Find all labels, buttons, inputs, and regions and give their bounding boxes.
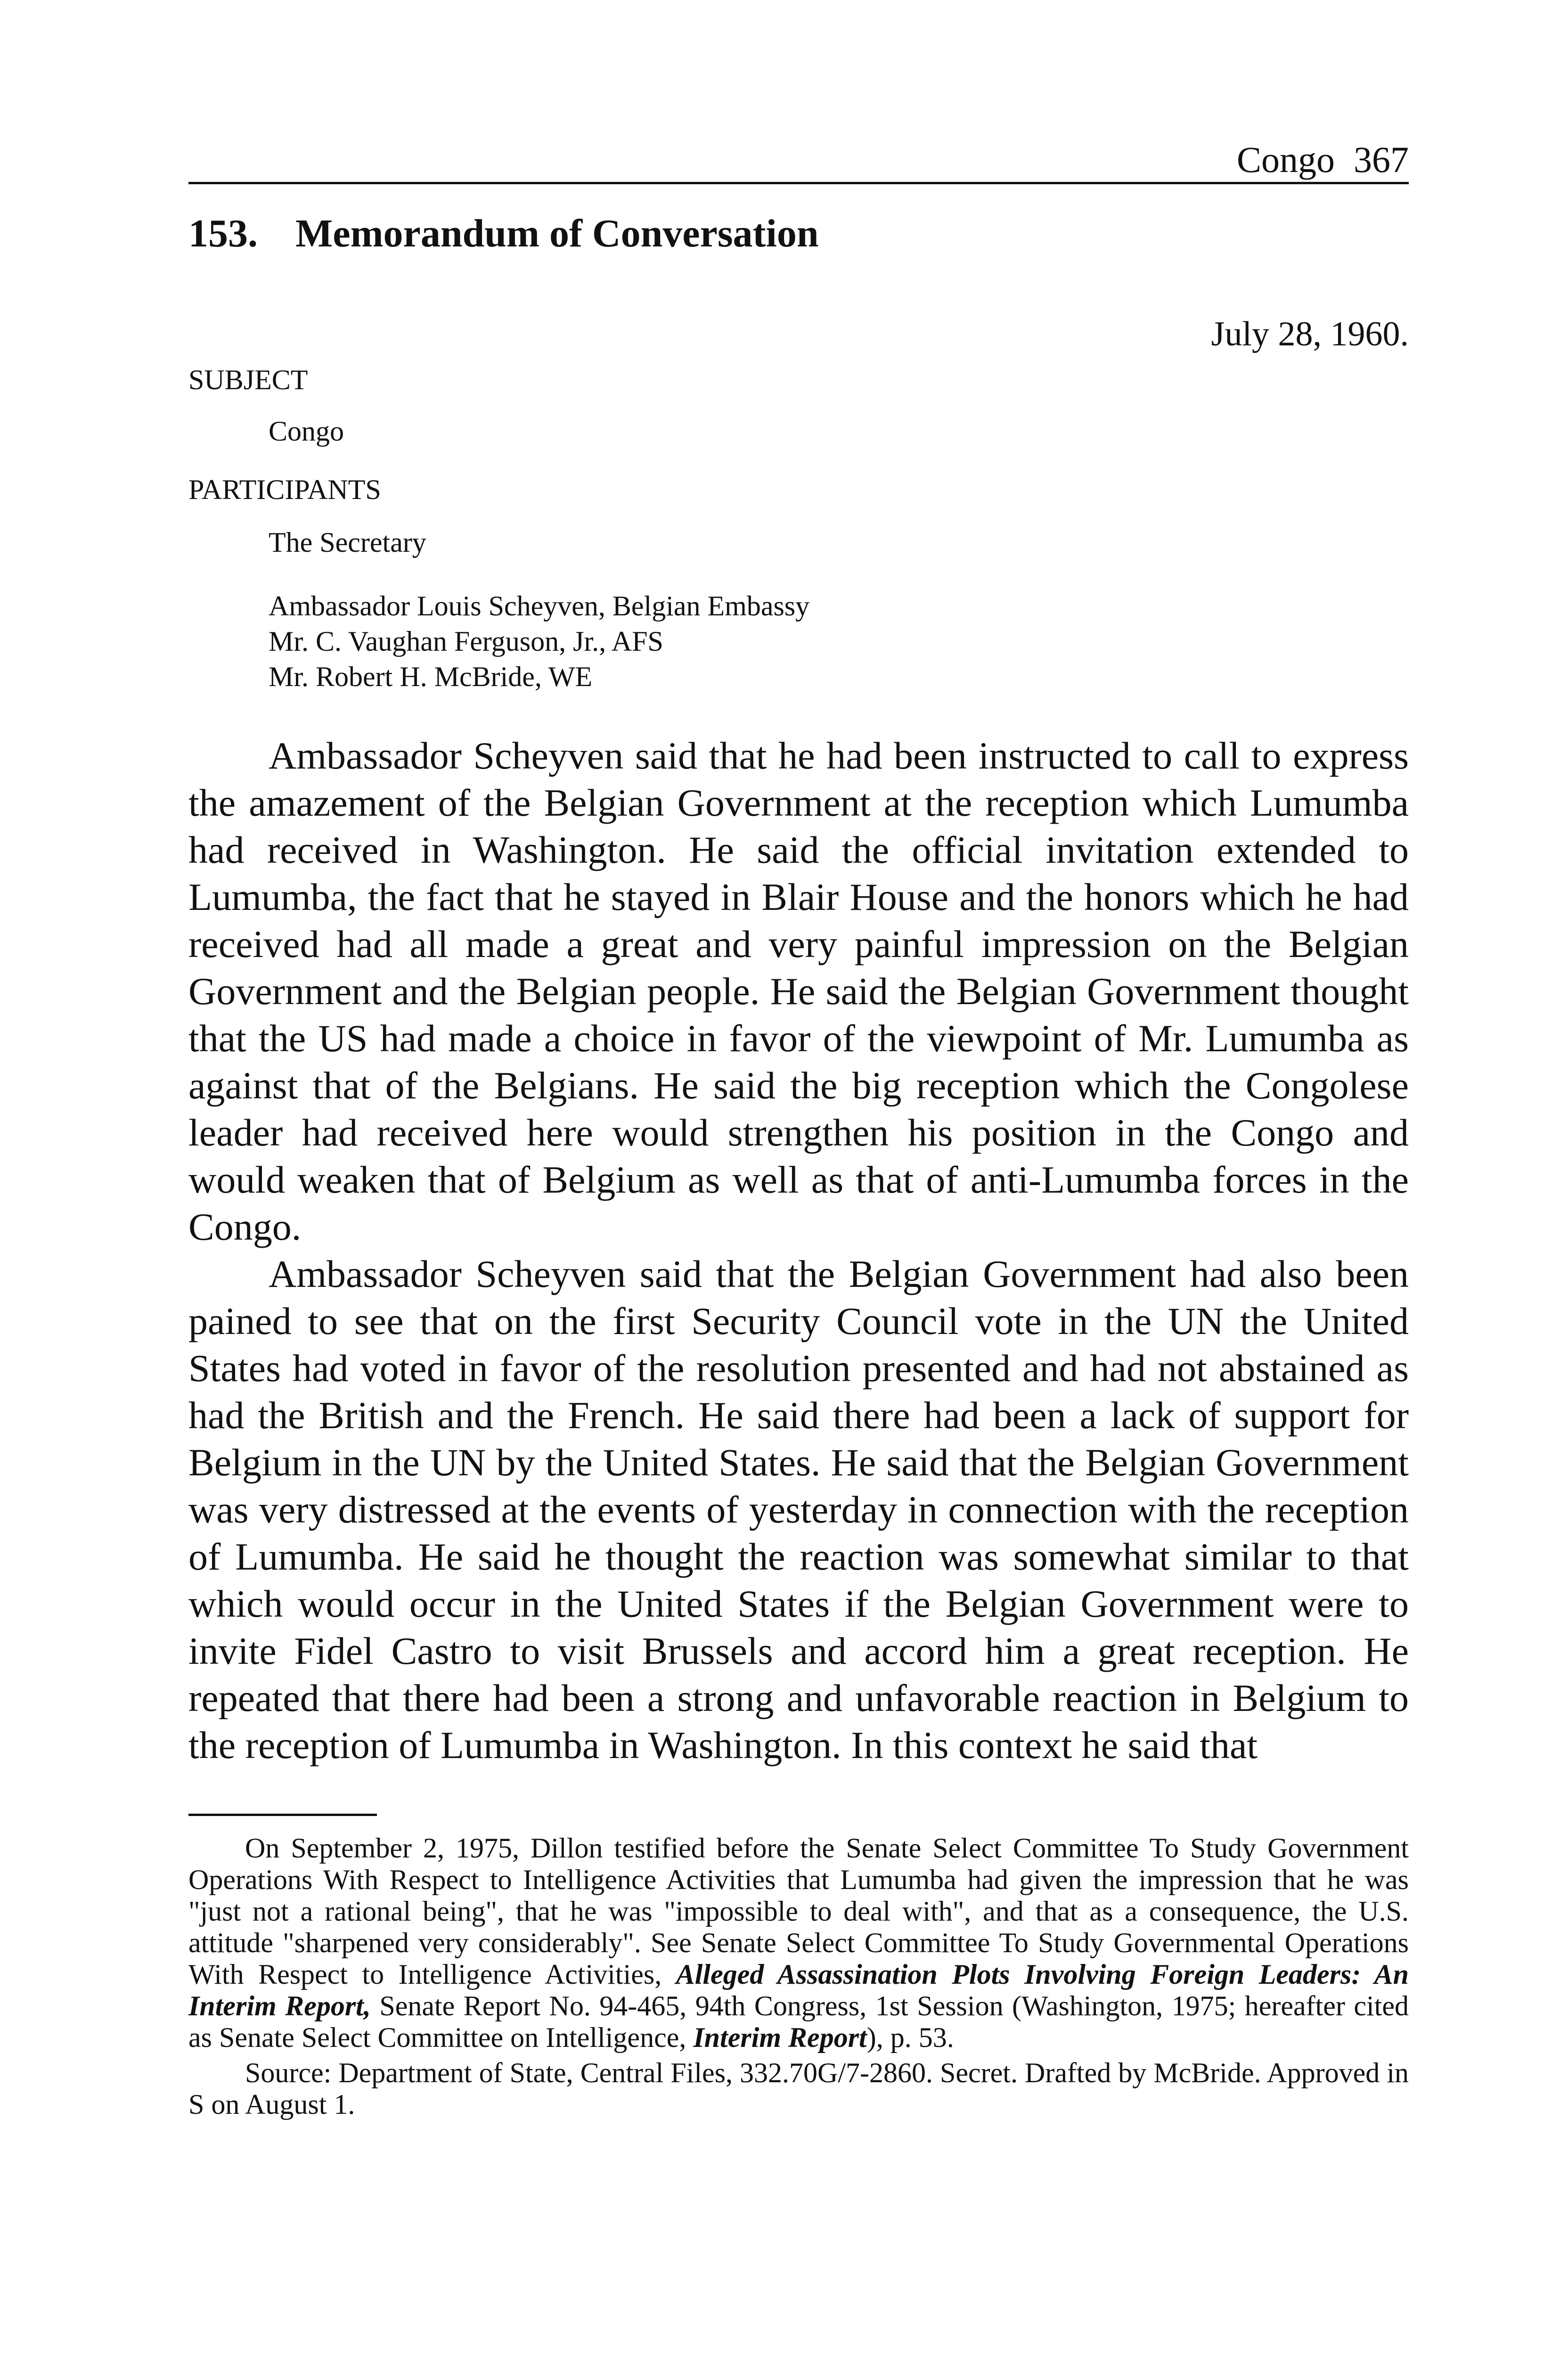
footnote-divider (188, 1814, 377, 1816)
document-title-text: Memorandum of Conversation (295, 212, 819, 255)
footnote-1-report-title: Alleged Assassination Plots Involving Foreign Leaders: An Interim Report, (188, 1958, 1409, 2021)
participant: Ambassador Louis Scheyven, Belgian Embassy (269, 590, 810, 622)
body-paragraph: Ambassador Scheyven said that he had been instructed to call to express the amazement of the Belgian Government at the reception which Lumumba had received in Washington. He said the official invitation extended to Lumumba, the fact that he stayed in Blair House and the honors which he had received had all made a great and very painful impression on the Belgian Government and the Belgian people. He said the Belgian Government thought that the US had made a choice in favor of the viewpoint of Mr. Lumumba as against that of the Belgians. He said the big reception which the Congolese leader had received here would strengthen his position in the Congo and would weaken that of Belgium as well as that of anti-Lumumba forces in the Congo. (188, 734, 1409, 1248)
footnote-1-short-title: Interim Report (693, 2021, 867, 2053)
document-page (188, 141, 1409, 2356)
document-date: July 28, 1960. (1211, 314, 1409, 353)
body-text (188, 732, 1409, 1769)
document-title (188, 210, 1409, 258)
participants-list (188, 525, 1409, 695)
page-number: 367 (1354, 139, 1409, 180)
participants-label: PARTICIPANTS (188, 474, 381, 505)
footnote-1-page-ref: ), p. 53. (866, 2021, 954, 2053)
running-header-section: Congo (1236, 139, 1335, 180)
subject-label: SUBJECT (188, 364, 308, 395)
footnote-1 (188, 1832, 1409, 2053)
footnote-1-text: On September 2, 1975, Dillon testified before the Senate Select Committee To Study Government Operations With Respect to Intelligence Activities that Lumumba had given the impression that he was "just not a rational being", that he was "impossible to deal with", and that as a consequence, the U.S. attitude "sharpened very considerably". See Senate Select Committee To Study Governmental Operations With Respect to Intelligence Activities, (188, 1832, 1409, 1990)
footnote-2: Source: Department of State, Central Files, 332.70G/7-2860. Secret. Drafted by McBride. Approved in S on August 1. (188, 2057, 1409, 2120)
running-header (188, 141, 1409, 184)
participant: Mr. C. Vaughan Ferguson, Jr., AFS (269, 625, 663, 657)
participant: The Secretary (269, 526, 426, 558)
footnote-1-text-cont: Senate Report No. 94-465, 94th Congress, 1st Session (Washington, 1975; hereafter cited as Senate Select Committee on Intelligence, (188, 1990, 1409, 2053)
body-paragraph: Ambassador Scheyven said that the Belgian Government had also been pained to see that on the first Security Council vote in the UN the United States had voted in favor of the resolution presented and had not abstained as had the British and the French. He said there had been a lack of support for Belgium in the UN by the United States. He said that the Belgian Government was very distressed at the events of yesterday in connection with the reception of Lumumba. He said he thought the reaction was somewhat similar to that which would occur in the United States if the Belgian Government were to invite Fidel Castro to visit Brussels and accord him a great reception. He repeated that there had been a strong and unfavorable reaction in Belgium to the reception of Lumumba in Washington. In this context he said that (188, 1252, 1409, 1767)
subject-value: Congo (269, 415, 344, 447)
participant: Mr. Robert H. McBride, WE (269, 661, 593, 692)
footnotes (188, 1832, 1409, 2120)
document-number: 153. (188, 212, 258, 255)
